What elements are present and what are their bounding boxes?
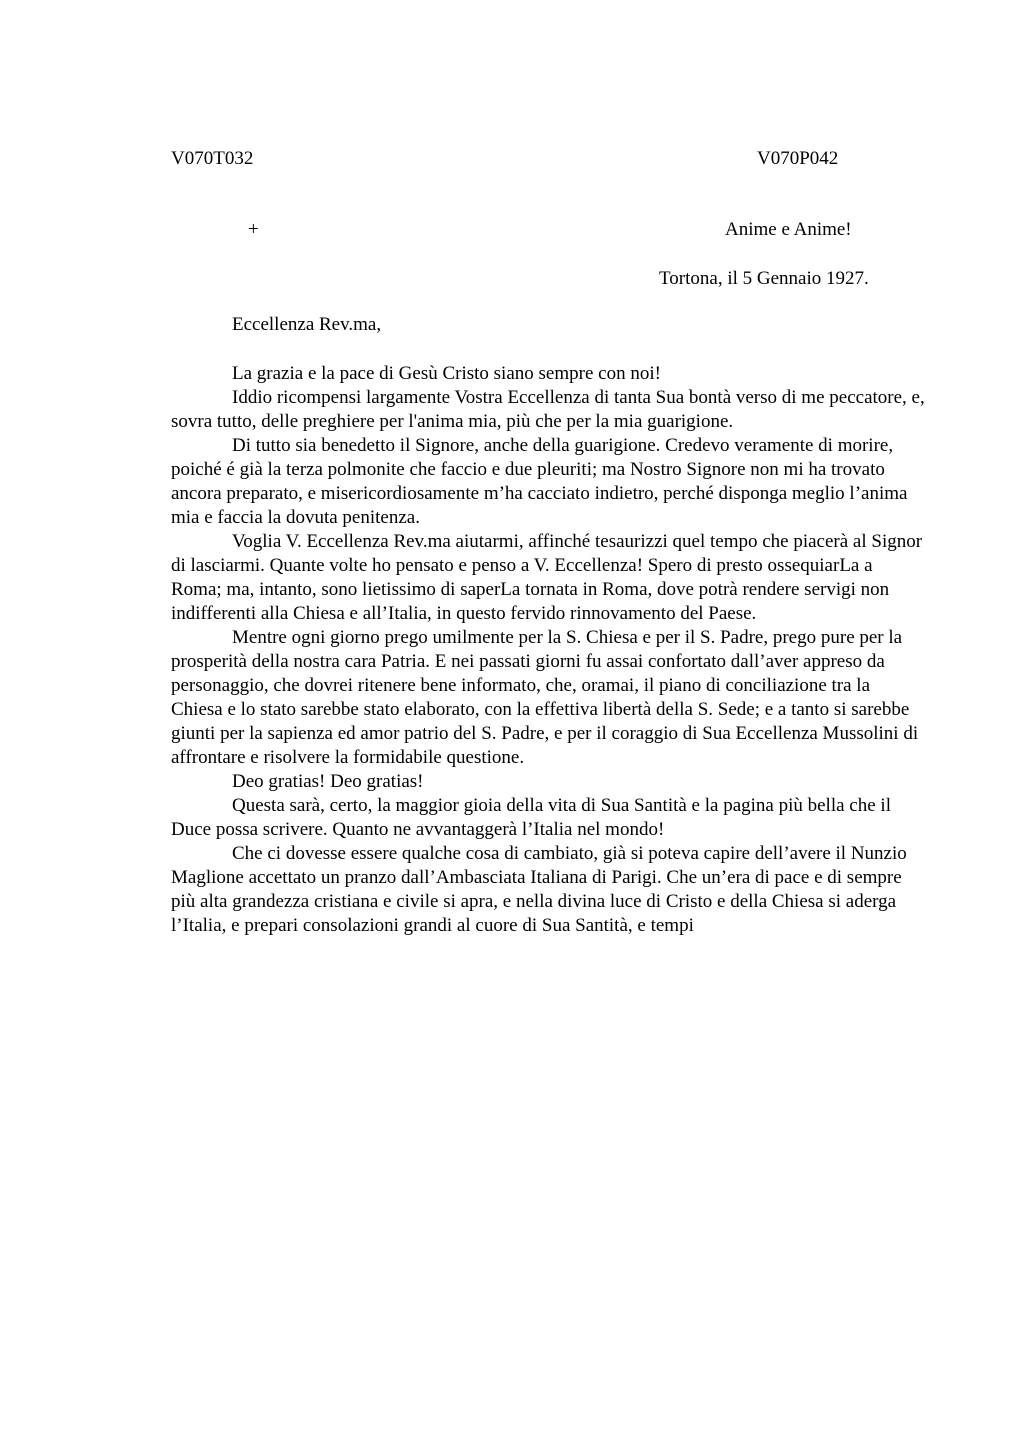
salutation: Eccellenza Rev.ma, [232, 314, 382, 335]
cross-mark: + [248, 219, 259, 240]
paragraph: Mentre ogni giorno prego umilmente per la S. Chiesa e per il S. Padre, prego pure per la prosperità della nostra cara Patria. E nei passati giorni fu assai confortato dall’aver appreso da personaggio, che dovrei ritenere bene informato, che, oramai, il piano di conciliazione tra la Chiesa e lo stato sarebbe stato elaborato, con la effettiva libertà della S. Sede; e a tanto si sarebbe giunti per la sapienza ed amor patrio del S. Padre, e per il coraggio di Sua Eccellenza Mussolini di affrontare e risolvere la formidabile questione. [171, 627, 919, 768]
paragraph: La grazia e la pace di Gesù Cristo siano sempre con noi! [232, 363, 661, 384]
motto: Anime e Anime! [725, 219, 852, 240]
paragraph: Deo gratias! Deo gratias! [232, 771, 424, 792]
document-reference-right: V070P042 [757, 148, 839, 169]
document-reference-left: V070T032 [171, 148, 254, 169]
paragraph: Voglia V. Eccellenza Rev.ma aiutarmi, affinché tesaurizzi quel tempo che piacerà al Signor di lasciarmi. Quante volte ho pensato e penso a V. Eccellenza! Spero di presto ossequiarLa a Roma; ma, intanto, sono lietissimo di saperLa tornata in Roma, dove potrà rendere servigi non indifferenti alla Chiesa e all’Italia, in questo fervido rinnovamento del Paese. [171, 531, 923, 624]
paragraph: Di tutto sia benedetto il Signore, anche della guarigione. Credevo veramente di morire, poiché é già la terza polmonite che faccio e due pleuriti; ma Nostro Signore non mi ha trovato ancora preparato, e misericordiosamente m’ha cacciato indietro, perché disponga meglio l’anima mia e faccia la dovuta penitenza. [171, 435, 908, 528]
paragraph: Questa sarà, certo, la maggior gioia della vita di Sua Santità e la pagina più bella che il Duce possa scrivere. Quanto ne avvantaggerà l’Italia nel mondo! [171, 795, 891, 840]
paragraph: Che ci dovesse essere qualche cosa di cambiato, già si poteva capire dell’avere il Nunzio Maglione accettato un pranzo dall’Ambasciata Italiana di Parigi. Che un’era di pace e di sempre più alta grandezza cristiana e civile si apra, e nella divina luce di Cristo e della Chiesa si aderga l’Italia, e prepari consolazioni grandi al cuore di Sua Santità, e tempi [171, 843, 907, 936]
letter-body [171, 362, 926, 938]
place-and-date: Tortona, il 5 Gennaio 1927. [659, 268, 869, 289]
paragraph: Iddio ricompensi largamente Vostra Eccellenza di tanta Sua bontà verso di me peccatore, e, sovra tutto, delle preghiere per l'anima mia, più che per la mia guarigione. [171, 387, 925, 432]
